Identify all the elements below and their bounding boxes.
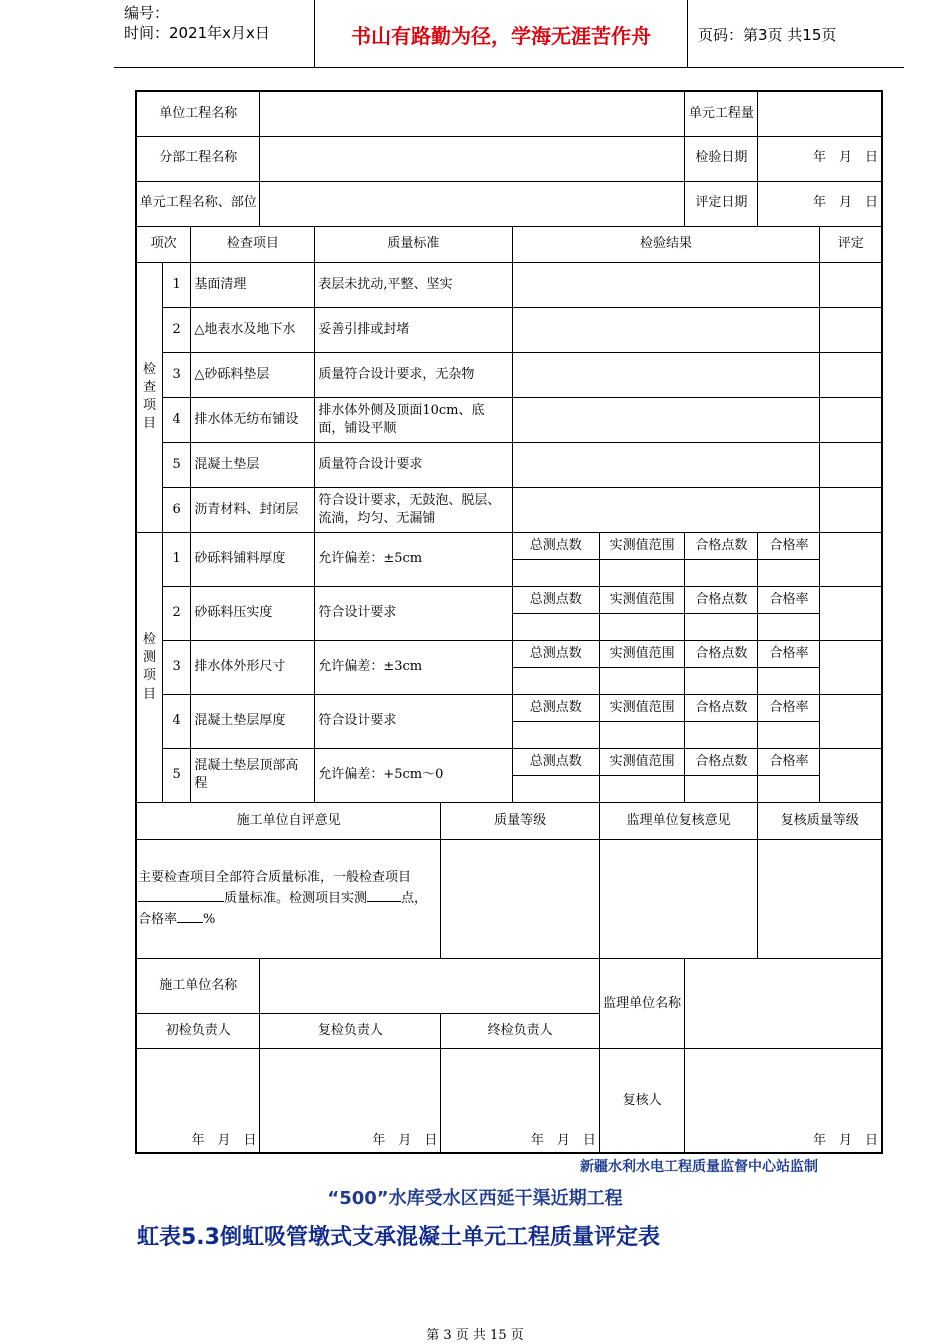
measure-item: 排水体外形尺寸 [191, 640, 315, 694]
project-name: “500”水库受水区西延干渠近期工程 [327, 1188, 623, 1209]
measure-total-label: 总测点数 [512, 748, 599, 775]
general-items-blank[interactable] [138, 887, 224, 902]
measure-range-field[interactable] [599, 775, 684, 802]
measure-rate-field[interactable] [758, 559, 820, 586]
check-result-field[interactable] [512, 352, 820, 397]
measure-row-header [136, 640, 882, 667]
header-center-cell [315, 0, 688, 67]
evaluation-form [135, 90, 883, 1154]
measure-pass-field[interactable] [685, 721, 758, 748]
check-item: △地表水及地下水 [191, 307, 315, 352]
check-rating-field[interactable] [820, 307, 882, 352]
measure-row-header [136, 586, 882, 613]
check-rating-field[interactable] [820, 397, 882, 442]
measure-rating-field[interactable] [820, 640, 882, 694]
check-no: 3 [162, 352, 190, 397]
supervisor-name-label: 监理单位名称 [599, 959, 684, 1049]
reviewer-sign[interactable]: 年 月 日 [685, 1049, 882, 1153]
measure-rating-field[interactable] [820, 586, 882, 640]
measure-row-header [136, 748, 882, 775]
check-row [136, 307, 882, 352]
check-result-field[interactable] [512, 442, 820, 487]
measure-range-field[interactable] [599, 613, 684, 640]
measure-range-label: 实测值范围 [599, 586, 684, 613]
unit-project-name-label: 单位工程名称 [136, 91, 260, 136]
measure-pass-field[interactable] [685, 559, 758, 586]
check-standard: 符合设计要求，无鼓泡、脱层、流淌，均匀、无漏铺 [315, 487, 512, 532]
check-item: 排水体无纺布铺设 [191, 397, 315, 442]
check-row [136, 262, 882, 307]
check-no: 4 [162, 397, 190, 442]
opinion-text-3: 点，合格率 [138, 890, 428, 928]
measure-rate-field[interactable] [758, 613, 820, 640]
check-standard: 质量符合设计要求 [315, 442, 512, 487]
measure-range-label: 实测值范围 [599, 748, 684, 775]
signature-row-1 [136, 959, 882, 1014]
measure-range-label: 实测值范围 [599, 532, 684, 559]
check-item: 沥青材料、封闭层 [191, 487, 315, 532]
measure-total-field[interactable] [512, 721, 599, 748]
signature-row-3 [136, 1049, 882, 1153]
check-item: 基面清理 [191, 262, 315, 307]
check-no: 5 [162, 442, 190, 487]
measure-total-field[interactable] [512, 559, 599, 586]
first-check-sign[interactable]: 年 月 日 [136, 1049, 260, 1153]
check-rating-field[interactable] [820, 352, 882, 397]
check-row [136, 487, 882, 532]
measure-pass-label: 合格点数 [685, 532, 758, 559]
review-grade-label: 复核质量等级 [758, 802, 882, 839]
measure-total-field[interactable] [512, 667, 599, 694]
final-check-label: 终检负责人 [441, 1014, 600, 1049]
measure-pass-field[interactable] [685, 775, 758, 802]
measure-total-label: 总测点数 [512, 586, 599, 613]
check-no: 6 [162, 487, 190, 532]
measure-range-label: 实测值范围 [599, 640, 684, 667]
opinion-text-1: 主要检查项目全部符合质量标准，一般检查项目 [138, 869, 412, 885]
page-header [114, 0, 904, 68]
measure-rate-field[interactable] [758, 721, 820, 748]
opinion-text-2: 质量标准。检测项目实测 [224, 890, 368, 906]
first-check-label: 初检负责人 [136, 1014, 260, 1049]
measure-pass-label: 合格点数 [685, 640, 758, 667]
check-result-field[interactable] [512, 307, 820, 352]
measure-rating-field[interactable] [820, 748, 882, 802]
element-project-label: 单元工程名称、部位 [136, 181, 260, 226]
col-check-item: 检查项目 [191, 226, 315, 262]
meta-row-2 [136, 136, 882, 181]
measure-item: 混凝土垫层顶部高程 [191, 748, 315, 802]
check-result-field[interactable] [512, 487, 820, 532]
measure-rate-label: 合格率 [758, 586, 820, 613]
check-result-field[interactable] [512, 262, 820, 307]
opinion-header-row [136, 802, 882, 839]
check-no: 2 [162, 307, 190, 352]
measure-range-field[interactable] [599, 667, 684, 694]
motto-text: 书山有路勤为径，学海无涯苦作舟 [351, 24, 651, 48]
check-standard: 妥善引排或封堵 [315, 307, 512, 352]
check-result-field[interactable] [512, 397, 820, 442]
supervisor-name-field[interactable] [685, 959, 882, 1049]
check-group-label [136, 262, 162, 532]
check-group-text: 检 查 项 目 [142, 361, 156, 432]
quality-grade-field[interactable] [441, 840, 600, 959]
measure-standard: 允许偏差：±5cm [315, 532, 512, 586]
document-title: 虹表5.3倒虹吸管墩式支承混凝土单元工程质量评定表 [137, 1225, 660, 1250]
measure-total-field[interactable] [512, 613, 599, 640]
inspection-date-label: 检验日期 [685, 136, 758, 181]
check-rating-field[interactable] [820, 442, 882, 487]
pass-rate-blank[interactable] [177, 908, 203, 923]
measure-pass-label: 合格点数 [685, 748, 758, 775]
page-label: 页码：第3页 共15页 [698, 26, 837, 44]
measure-pass-label: 合格点数 [685, 586, 758, 613]
measure-item: 砂砾料压实度 [191, 586, 315, 640]
measure-range-field[interactable] [599, 721, 684, 748]
measure-item: 混凝土垫层厚度 [191, 694, 315, 748]
measure-points-blank[interactable] [367, 887, 401, 902]
measure-pass-field[interactable] [685, 613, 758, 640]
assessment-date-field[interactable]: 年 月 日 [758, 181, 882, 226]
measure-total-label: 总测点数 [512, 640, 599, 667]
column-header-row [136, 226, 882, 262]
measure-pass-field[interactable] [685, 667, 758, 694]
measure-rate-field[interactable] [758, 775, 820, 802]
check-rating-field[interactable] [820, 487, 882, 532]
measure-no: 1 [162, 532, 190, 586]
measure-rate-label: 合格率 [758, 748, 820, 775]
col-result: 检验结果 [512, 226, 820, 262]
inspection-date-field[interactable]: 年 月 日 [758, 136, 882, 181]
quality-grade-label: 质量等级 [441, 802, 600, 839]
constructor-name-label: 施工单位名称 [136, 959, 260, 1014]
unit-project-name-field[interactable] [260, 91, 685, 136]
check-rating-field[interactable] [820, 262, 882, 307]
measure-no: 5 [162, 748, 190, 802]
col-rating: 评定 [820, 226, 882, 262]
unit-quantity-field[interactable] [758, 91, 882, 136]
division-project-label: 分部工程名称 [136, 136, 260, 181]
measure-pass-label: 合格点数 [685, 694, 758, 721]
time-label: 时间：2021年x月x日 [124, 24, 270, 42]
measure-standard: 符合设计要求 [315, 586, 512, 640]
meta-row-1 [136, 91, 882, 136]
measure-total-label: 总测点数 [512, 532, 599, 559]
measure-no: 3 [162, 640, 190, 694]
reviewer-label: 复核人 [599, 1049, 684, 1153]
measure-standard: 允许偏差：±3cm [315, 640, 512, 694]
review-grade-field[interactable] [758, 840, 882, 959]
measure-range-label: 实测值范围 [599, 694, 684, 721]
col-item-no: 项次 [136, 226, 191, 262]
supervisor-review-field[interactable] [599, 840, 758, 959]
measure-standard: 允许偏差：+5cm～0 [315, 748, 512, 802]
measure-group-label [136, 532, 162, 802]
measure-total-label: 总测点数 [512, 694, 599, 721]
col-standard: 质量标准 [315, 226, 512, 262]
measure-rating-field[interactable] [820, 694, 882, 748]
measure-standard: 符合设计要求 [315, 694, 512, 748]
self-eval-text [136, 840, 441, 959]
header-right-cell [688, 0, 904, 67]
measure-item: 砂砾料铺料厚度 [191, 532, 315, 586]
measure-rating-field[interactable] [820, 532, 882, 586]
measure-row-header [136, 694, 882, 721]
second-check-label: 复检负责人 [260, 1014, 441, 1049]
measure-rate-label: 合格率 [758, 694, 820, 721]
check-item: △砂砾料垫层 [191, 352, 315, 397]
check-row [136, 442, 882, 487]
final-check-sign[interactable]: 年 月 日 [441, 1049, 600, 1153]
check-standard: 表层未扰动,平整、坚实 [315, 262, 512, 307]
measure-no: 4 [162, 694, 190, 748]
measure-rate-label: 合格率 [758, 532, 820, 559]
opinion-text-4: % [203, 912, 216, 928]
measure-rate-label: 合格率 [758, 640, 820, 667]
division-project-field[interactable] [260, 136, 685, 181]
measure-group-text: 检 测 项 目 [142, 632, 156, 702]
opinion-body-row [136, 840, 882, 959]
second-check-sign[interactable]: 年 月 日 [260, 1049, 441, 1153]
footer-org: 新疆水利水电工程质量监督中心站监制 [580, 1159, 818, 1175]
measure-range-field[interactable] [599, 559, 684, 586]
meta-row-3 [136, 181, 882, 226]
page-number: 第 3 页 共 15 页 [426, 1328, 524, 1343]
code-label: 编号： [124, 4, 170, 22]
header-left-cell [114, 0, 315, 67]
self-eval-label: 施工单位自评意见 [136, 802, 441, 839]
measure-total-field[interactable] [512, 775, 599, 802]
check-row [136, 352, 882, 397]
measure-row-header [136, 532, 882, 559]
assessment-date-label: 评定日期 [685, 181, 758, 226]
check-standard: 质量符合设计要求，无杂物 [315, 352, 512, 397]
measure-rate-field[interactable] [758, 667, 820, 694]
check-no: 1 [162, 262, 190, 307]
check-row [136, 397, 882, 442]
element-project-field[interactable] [260, 181, 685, 226]
check-standard: 排水体外侧及顶面10cm、底面，铺设平顺 [315, 397, 512, 442]
check-item: 混凝土垫层 [191, 442, 315, 487]
constructor-name-field[interactable] [260, 959, 599, 1014]
unit-quantity-label: 单元工程量 [685, 91, 758, 136]
supervisor-review-label: 监理单位复核意见 [599, 802, 758, 839]
measure-no: 2 [162, 586, 190, 640]
